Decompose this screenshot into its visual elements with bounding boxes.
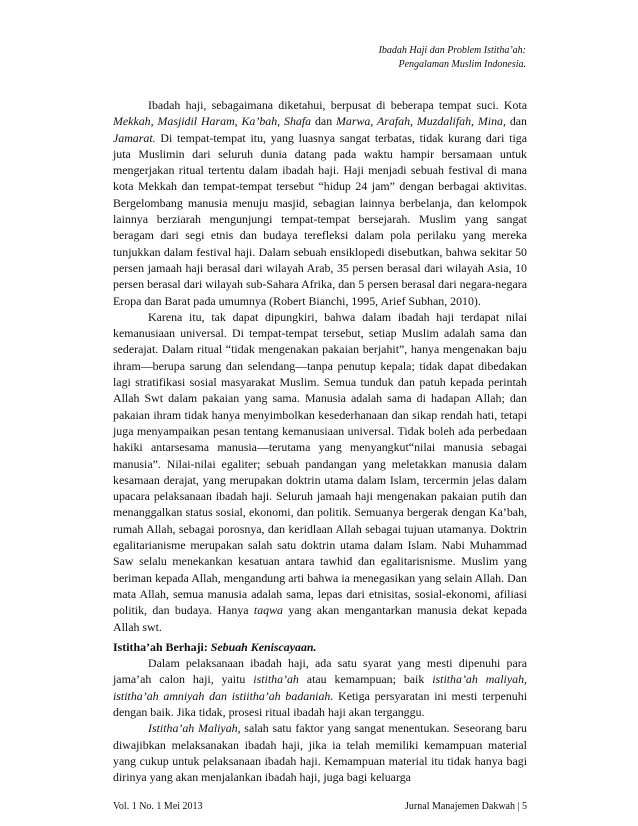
paragraph-1 [113, 97, 527, 309]
paragraph-4-term: Istitha’ah Maliyah, [148, 721, 241, 736]
section-heading [113, 639, 527, 655]
running-header-subtitle: Pengalaman Muslim Indonesia. [398, 59, 526, 70]
paragraph-3-text-c: Ketiga persyaratan ini mesti terpenuhi dengan baik. Jika tidak, prosesi ritual ibadah haji akan terganggu. [113, 688, 527, 719]
paragraph-1-text-b: dan [311, 114, 337, 129]
paragraph-1-text-a: Ibadah haji, sebagaimana diketahui, berpusat di beberapa tempat suci. Kota [148, 98, 527, 112]
paragraph-3-text-a: Dalam pelaksanaan ibadah haji, ada satu syarat yang mesti dipenuhi para jama’ah calon haji, yaitu [113, 656, 527, 687]
paragraph-3-term-2: istitha’ah maliyah, istitha’ah amniyah dan istiitha’ah badaniah. [113, 672, 527, 703]
paragraph-3-term-1: istitha’ah [253, 672, 299, 687]
paragraph-1-places-2: Marwa, Arafah, Muzdalifah, Mina, [336, 114, 506, 129]
section-heading-main: Istitha’ah Berhaji: [113, 639, 208, 654]
paragraph-2-text-a: Karena itu, tak dapat dipungkiri, bahwa dalam ibadah haji terdapat nilai kemanusiaan universal. Di tempat-tempat tersebut, setiap Muslim adalah sama dan sederajat. Dalam ritual “tidak mengenakan pakaian berjahit”, hanya mengenakan baju ihram—berupa sarung dan selendang—tanpa penutup kepala; tidak dapat dibedakan lagi stratifikasi sosial masyarakat Muslim. Semua tunduk dan patuh kepada perintah Allah Swt dalam pakaian yang sama. Manusia adalah sama di hadapan Allah; dan pakaian ihram tidak hanya menyimbolkan kesederhanaan dan sikap rendah hati, tetapi juga menyampaikan pesan tentang kemanusiaan universal. Tidak boleh ada perbedaan hakiki antarsesama manusia—terutama yang menyangkut“nilai manusia sebagai manusia”. Nilai-nilai egaliter; sebuah pandangan yang meletakkan manusia dalam kesamaan derajat, yang merupakan doktrin utama dalam Islam, tercermin jelas dalam upacara pelaksanaan ibadah haji. Seluruh jamaah haji mengenakan pakaian putih dan menanggalkan status sosial, ekonomi, dan politik. Semuanya bergerak dengan Ka’bah, rumah Allah, sebagai porosnya, dan keridlaan Allah sebagai tujuan utamanya. Doktrin egalitarianisme merupakan salah satu doktrin utama dalam Islam. Nabi Muhammad Saw selalu menekankan kesatuan antara tawhid dan egalitarisnisme. Muslim yang beriman kepada Allah, mengandung arti bahwa ia menegasikan yang selain Allah. Dan mata Allah, semua manusia adalah sama, lepas dari etnisitas, sosial-ekonomi, afiliasi politik, dan budaya. Hanya [113, 309, 527, 618]
paragraph-3-text-b: atau kemampuan; baik [298, 672, 433, 687]
footer-volume-info: Vol. 1 No. 1 Mei 2013 [113, 801, 203, 812]
running-header [206, 44, 526, 72]
paragraph-4-text-a: salah satu faktor yang sangat menentukan. Seseorang baru diwajibkan melaksanakan ibadah haji, jika ia telah memiliki kemampuan material yang cukup untuk pelaksanaan ibadah haji. Kemampuan material itu tidak hanya bagi dirinya yang akan menjalankan ibadah haji, juga bagi keluarga [113, 721, 527, 785]
section-heading-sub: Sebuah Keniscayaan. [210, 639, 317, 654]
paragraph-1-text-d: Di tempat-tempat itu, yang luasnya sangat terbatas, tidak kurang dari tiga juta Muslimin dari seluruh dunia datang pada waktu hampir bersamaan untuk mengerjakan ritual tertentu dalam ibadah haji. Haji menjadi sebuah festival di mana kota Mekkah dan tempat-tempat tersebut “hidup 24 jam” dengan berbagai aktivitas. Bergelombang manusia menuju masjid, sebagian lainnya berbelanja, dan kelompok lainnya berziarah mengunjungi tempat-tempat bersejarah. Muslim yang sangat beragam dari segi etnis dan budaya terefleksi dalam pola perilaku yang mereka tunjukkan dalam festival haji. Dalam sebuah ensiklopedi disebutkan, bahwa sekitar 50 persen jamaah haji berasal dari wilayah Arab, 35 persen berasal dari wilayah Asia, 10 persen berasal dari wilayah sub-Sahara Afrika, dan 5 persen berasal dari negara-negara Eropa dan Barat pada umumnya (Robert Bianchi, 1995, Arief Subhan, 2010). [113, 130, 527, 308]
paragraph-1-text-c: dan [505, 114, 527, 129]
paragraph-2-text-b: yang akan mengantarkan manusia dekat kepada Allah swt. [113, 603, 527, 634]
article-body [113, 97, 527, 785]
paragraph-2-term-taqwa: taqwa [253, 603, 283, 618]
footer-journal-page: Jurnal Manajemen Dakwah | 5 [405, 801, 527, 812]
running-header-title: Ibadah Haji dan Problem Istitha’ah: [378, 45, 526, 56]
paragraph-4 [113, 720, 527, 785]
paragraph-2 [113, 309, 527, 635]
paragraph-3 [113, 655, 527, 720]
paragraph-1-places-3: Jamarat. [113, 130, 156, 145]
paragraph-1-places-1: Mekkah, Masjidil Haram, Ka’bah, Shafa [113, 114, 312, 129]
